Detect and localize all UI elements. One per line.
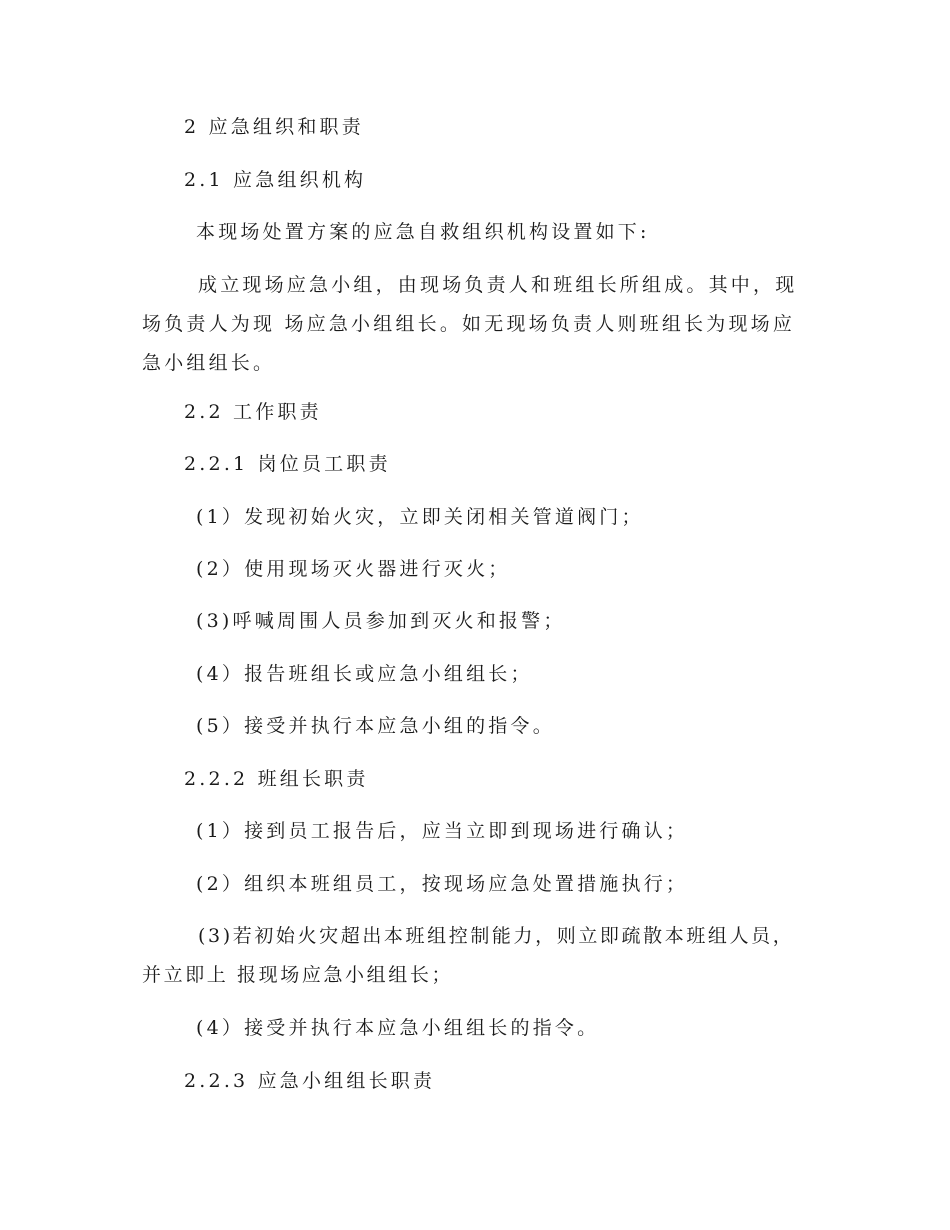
- paragraph-intro: 本现场处置方案的应急自救组织机构设置如下:: [196, 221, 650, 243]
- list-item: (4）接受并执行本应急小组组长的指令。: [196, 1017, 600, 1039]
- paragraph-group-setup: 成立现场应急小组，由现场负责人和班组长所组成。其中，现场负责人为现 场应急小组组长。如无现场负责人则班组长为现场应急小组组长。: [142, 274, 798, 374]
- list-item: (2）组织本班组员工，按现场应急处置措施执行；: [196, 873, 689, 895]
- heading-section-2-2-2: 2.2.2 班组长职责: [184, 768, 369, 790]
- list-item: (2）使用现场灭火器进行灭火；: [196, 558, 511, 580]
- list-item: (5）接受并执行本应急小组的指令。: [196, 715, 555, 737]
- list-item: (4）报告班组长或应急小组组长；: [196, 663, 533, 685]
- list-item: (3)呼喊周围人员参加到灭火和报警；: [196, 610, 566, 632]
- heading-section-2-2-3: 2.2.3 应急小组组长职责: [184, 1070, 436, 1092]
- heading-section-2-2-1: 2.2.1 岗位员工职责: [184, 453, 391, 475]
- heading-section-2: 2 应急组织和职责: [184, 116, 364, 138]
- heading-section-2-1: 2.1 应急组织机构: [184, 169, 367, 191]
- list-item: (1）发现初始火灾，立即关闭相关管道阀门；: [196, 506, 644, 528]
- list-item: (1）接到员工报告后，应当立即到现场进行确认；: [196, 820, 689, 842]
- list-item-wrapped: (3)若初始火灾超出本班组控制能力，则立即疏散本班组人员，并立即上 报现场应急小组组长；: [142, 925, 795, 986]
- heading-section-2-2: 2.2 工作职责: [184, 401, 322, 423]
